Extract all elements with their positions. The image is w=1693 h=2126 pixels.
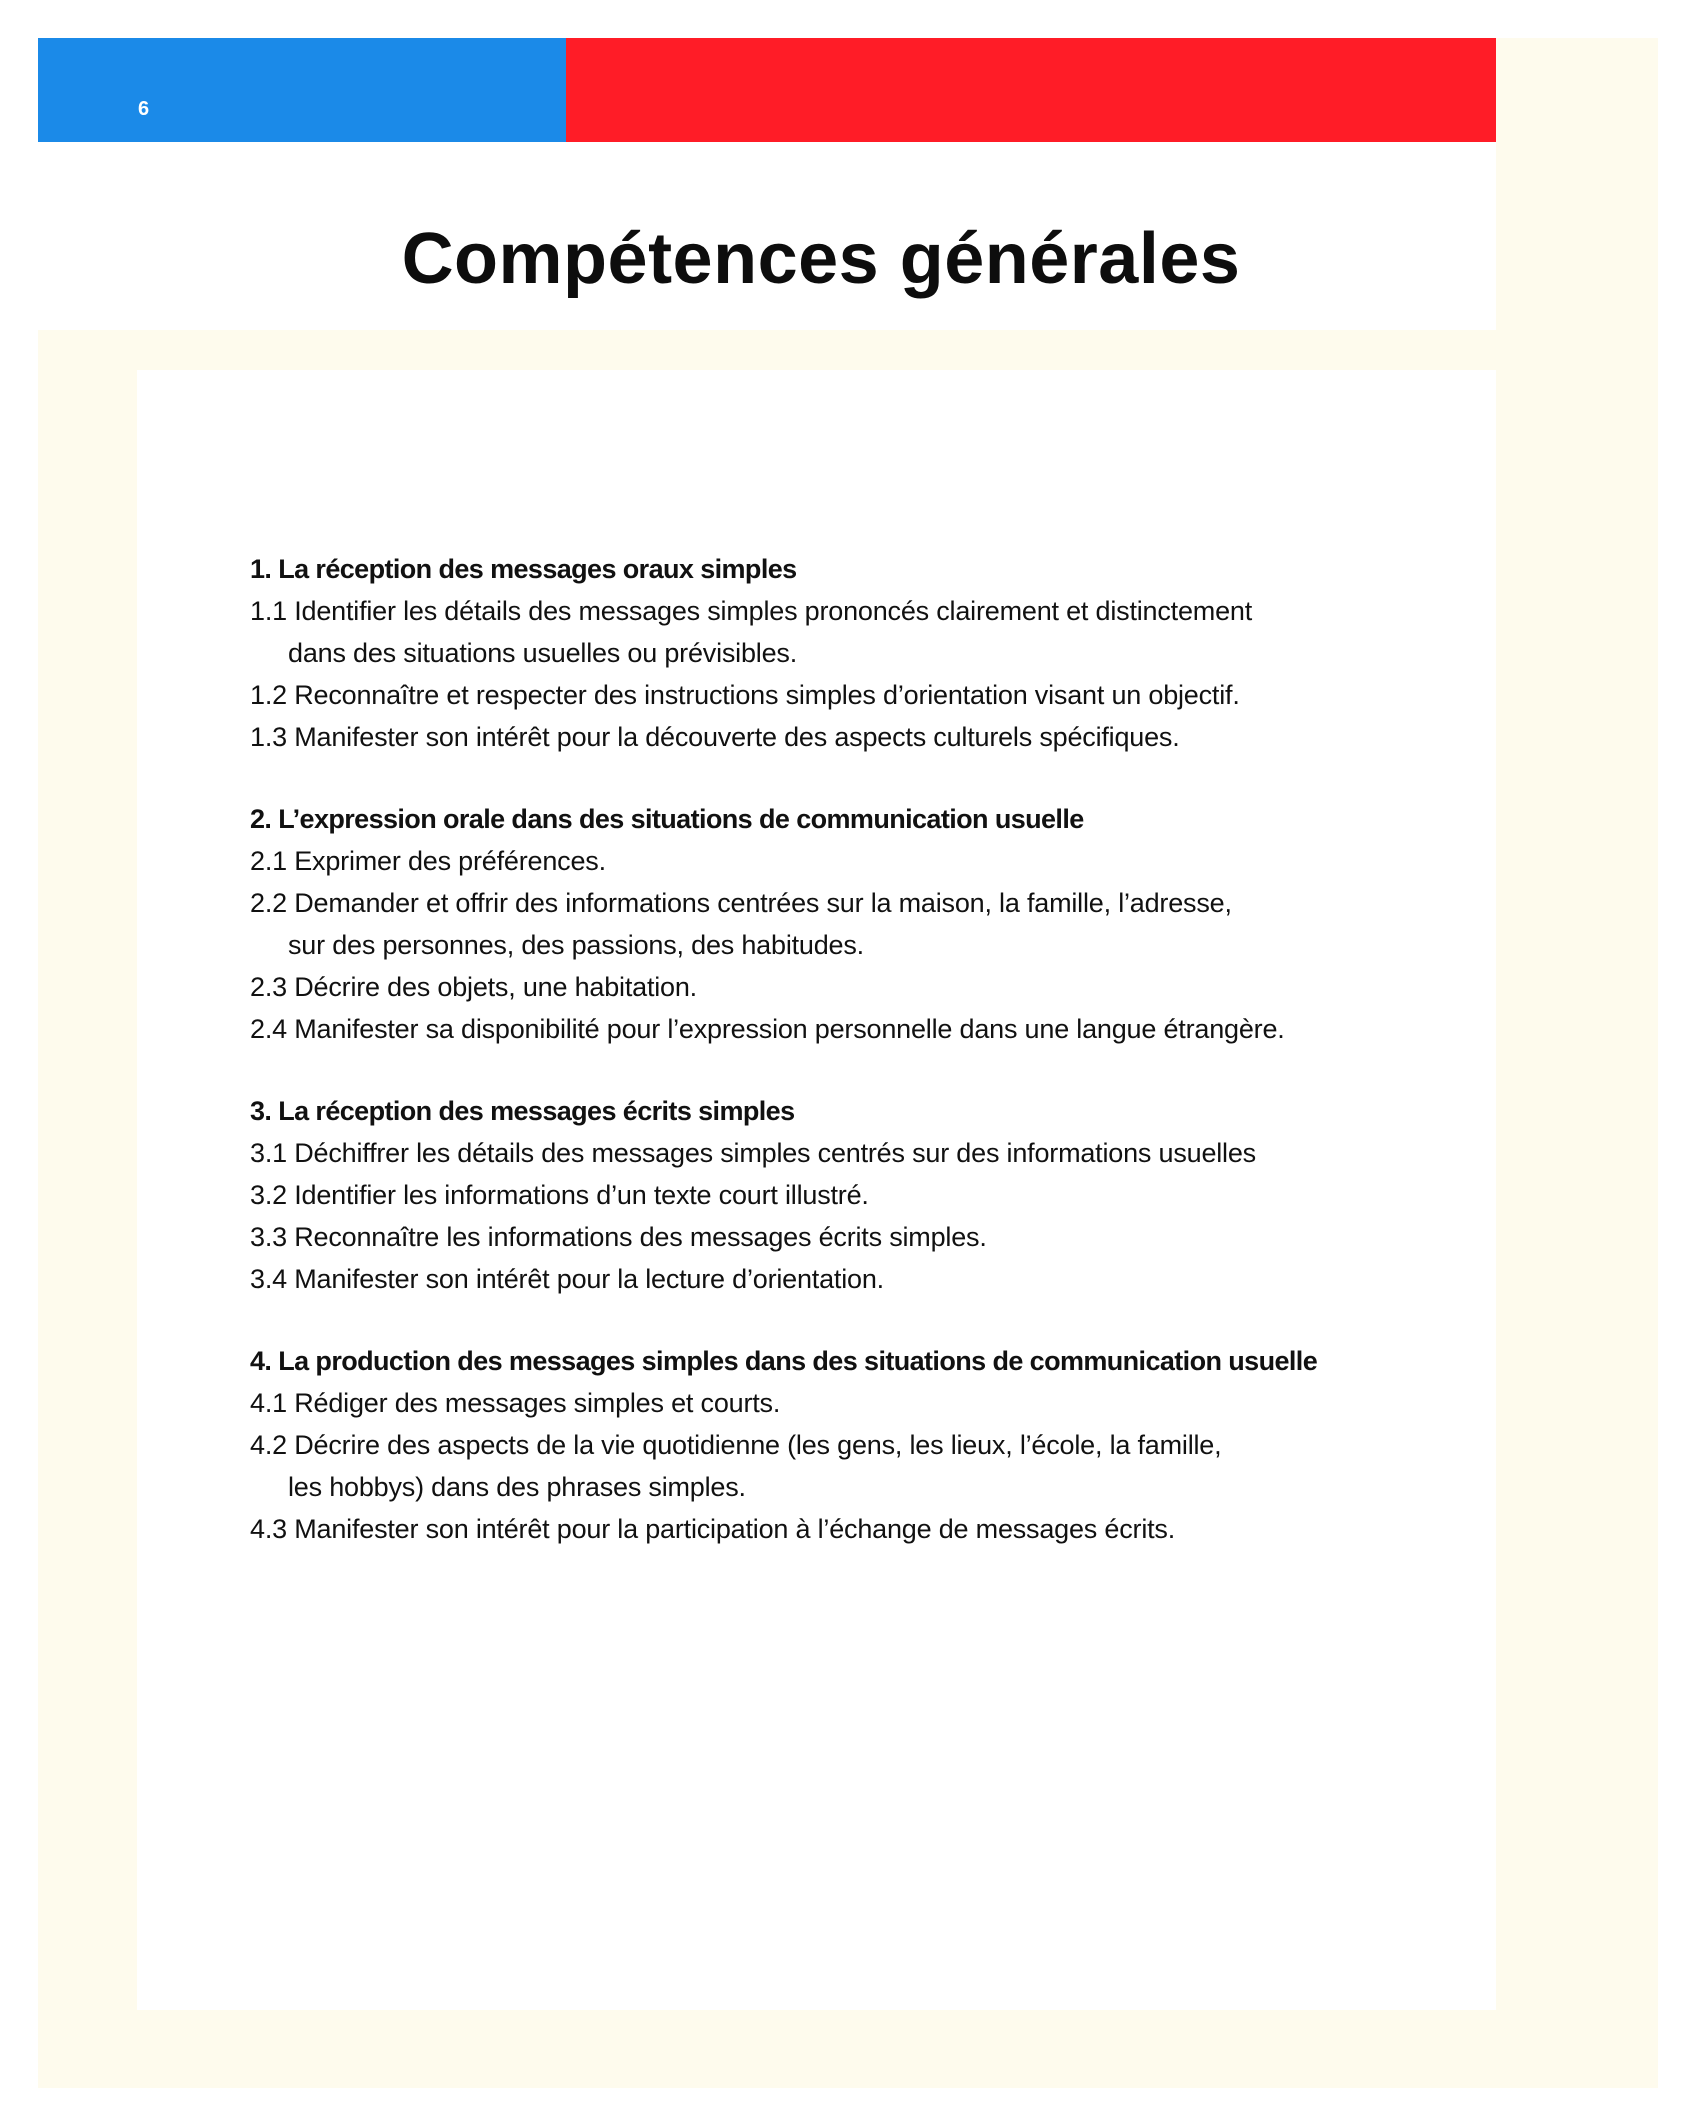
section-4 <box>250 1340 1450 1550</box>
list-item: 3.2 Identifier les informations d’un texte court illustré. <box>250 1180 869 1210</box>
list-item <box>250 1424 1450 1508</box>
page-number: 6 <box>138 98 150 120</box>
list-item: 4.3 Manifester son intérêt pour la participation à l’échange de messages écrits. <box>250 1514 1176 1544</box>
list-item: 3.4 Manifester son intérêt pour la lecture d’orientation. <box>250 1264 884 1294</box>
page-title: Compétences générales <box>401 219 1241 299</box>
item-text: 2.2 Demander et offrir des informations centrées sur la maison, la famille, l’adresse, <box>250 888 1232 918</box>
header-band-blue <box>38 38 566 142</box>
list-item: 1.2 Reconnaître et respecter des instructions simples d’orientation visant un objectif. <box>250 680 1240 710</box>
section-heading: 2. L’expression orale dans des situations de communication usuelle <box>250 804 1084 834</box>
item-text: 1.1 Identifier les détails des messages simples prononcés clairement et distinctement <box>250 596 1252 626</box>
section-2 <box>250 798 1450 1050</box>
list-item <box>250 882 1450 966</box>
item-text-continued: les hobbys) dans des phrases simples. <box>288 1472 746 1502</box>
list-item: 2.4 Manifester sa disponibilité pour l’expression personnelle dans une langue étrangère. <box>250 1014 1285 1044</box>
section-heading: 4. La production des messages simples dans des situations de communication usuelle <box>250 1346 1318 1376</box>
section-3 <box>250 1090 1450 1300</box>
list-item <box>250 590 1450 674</box>
item-text-continued: dans des situations usuelles ou prévisibles. <box>288 638 797 668</box>
list-item: 2.3 Décrire des objets, une habitation. <box>250 972 697 1002</box>
section-1 <box>250 548 1450 758</box>
list-item: 1.3 Manifester son intérêt pour la découverte des aspects culturels spécifiques. <box>250 722 1180 752</box>
section-heading: 3. La réception des messages écrits simples <box>250 1096 795 1126</box>
list-item: 3.3 Reconnaître les informations des messages écrits simples. <box>250 1222 987 1252</box>
list-item: 3.1 Déchiffrer les détails des messages simples centrés sur des informations usuelles <box>250 1138 1256 1168</box>
list-item: 4.1 Rédiger des messages simples et courts. <box>250 1388 781 1418</box>
section-heading: 1. La réception des messages oraux simples <box>250 554 797 584</box>
item-text: 4.2 Décrire des aspects de la vie quotidienne (les gens, les lieux, l’école, la famille, <box>250 1430 1222 1460</box>
item-text-continued: sur des personnes, des passions, des habitudes. <box>288 930 864 960</box>
list-item: 2.1 Exprimer des préférences. <box>250 846 606 876</box>
header-band-red <box>566 38 1496 142</box>
competences-list <box>250 548 1450 1590</box>
